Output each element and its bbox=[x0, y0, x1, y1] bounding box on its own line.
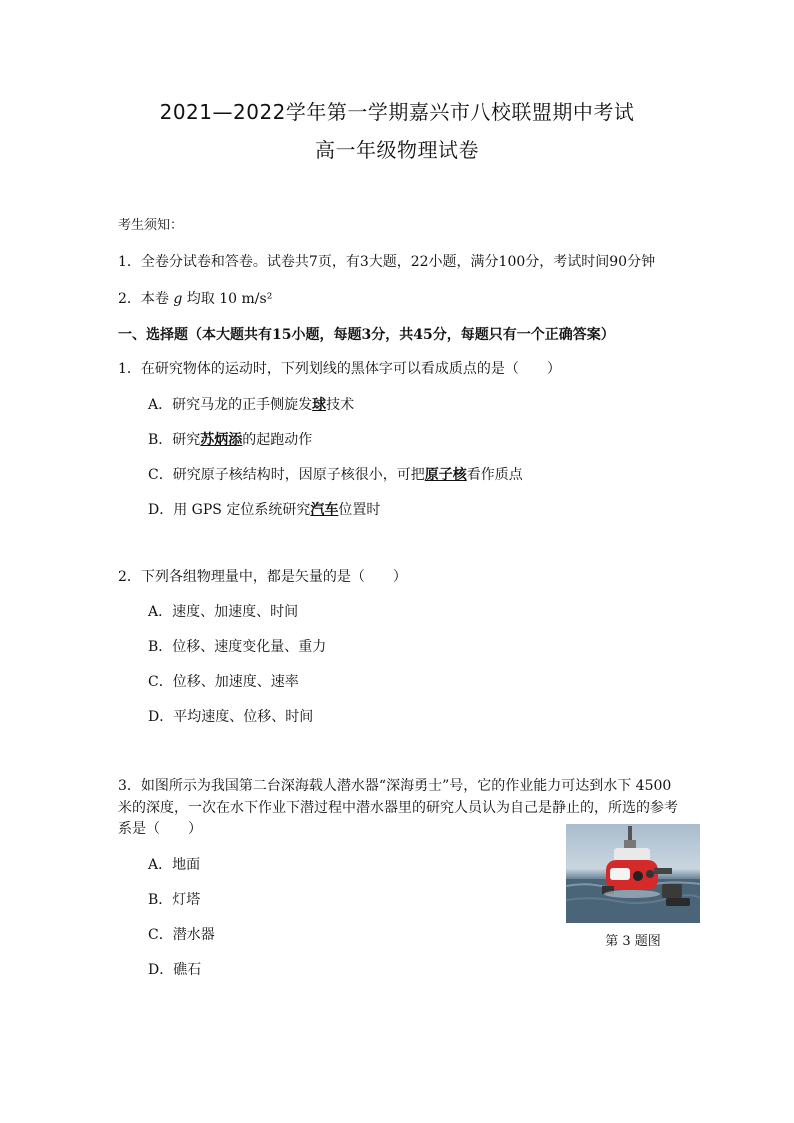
q1-a-key: 球 bbox=[312, 397, 327, 413]
q2-option-d: D．平均速度、位移、时间 bbox=[148, 709, 314, 725]
submersible-photo bbox=[566, 824, 700, 923]
exam-title: 2021—2022学年第一学期嘉兴市八校联盟期中考试 bbox=[159, 100, 635, 124]
notice-item-2-suffix: 均取 10 m/s² bbox=[186, 291, 273, 307]
q3-stem-line-2: 米的深度，一次在水下作业下潜过程中潜水器里的研究人员认为自己是静止的，所选的参考 bbox=[118, 800, 678, 816]
q1-d-post: 位置时 bbox=[338, 502, 381, 518]
q2-stem: 2．下列各组物理量中，都是矢量的是（ ） bbox=[118, 569, 407, 585]
q1-option-b bbox=[148, 429, 312, 449]
q1-d-pre: D．用 GPS 定位系统研究 bbox=[148, 502, 311, 518]
q1-c-pre: C．研究原子核结构时，因原子核很小，可把 bbox=[148, 467, 425, 483]
notice-item-2 bbox=[118, 288, 272, 308]
q1-a-pre: A．研究马龙的正手侧旋发 bbox=[148, 397, 313, 413]
q3-option-b: B．灯塔 bbox=[148, 892, 201, 908]
q1-stem: 1．在研究物体的运动时，下列划线的黑体字可以看成质点的是（ ） bbox=[118, 361, 561, 377]
notice-item-1: 1．全卷分试卷和答卷。试卷共7页，有3大题，22小题，满分100分，考试时间90分钟 bbox=[118, 254, 656, 270]
submersible-illustration bbox=[566, 824, 700, 923]
q1-option-a bbox=[148, 394, 354, 414]
q3-stem-line-1: 3．如图所示为我国第二台深海载人潜水器“深海勇士”号，它的作业能力可达到水下 4500 bbox=[118, 778, 672, 794]
notice-item-2-g: g bbox=[173, 291, 183, 307]
q1-a-post: 技术 bbox=[326, 397, 355, 413]
q1-c-post: 看作质点 bbox=[466, 467, 523, 483]
q2-option-c: C．位移、加速度、速率 bbox=[148, 674, 299, 690]
notice-heading: 考生须知： bbox=[118, 218, 184, 233]
q3-option-c: C．潜水器 bbox=[148, 927, 215, 943]
q3-stem-line-3: 系是（ ） bbox=[118, 821, 202, 837]
q3-option-a: A．地面 bbox=[148, 857, 201, 873]
q1-b-post: 的起跑动作 bbox=[242, 432, 313, 448]
q1-option-d bbox=[148, 499, 380, 519]
exam-subtitle: 高一年级物理试卷 bbox=[315, 138, 479, 162]
q1-d-key: 汽车 bbox=[310, 502, 339, 518]
figure-caption: 第 3 题图 bbox=[605, 934, 661, 949]
q1-c-key: 原子核 bbox=[424, 467, 467, 483]
q1-b-key: 苏炳添 bbox=[200, 432, 243, 448]
q2-option-a: A．速度、加速度、时间 bbox=[148, 604, 299, 620]
q3-option-d: D．礁石 bbox=[148, 962, 202, 978]
q2-option-b: B．位移、速度变化量、重力 bbox=[148, 639, 327, 655]
notice-item-2-prefix: 2．本卷 bbox=[118, 291, 169, 307]
q1-b-pre: B．研究 bbox=[148, 432, 201, 448]
section-1-heading: 一、选择题（本大题共有15小题，每题3分，共45分，每题只有一个正确答案） bbox=[118, 327, 615, 343]
q1-option-c bbox=[148, 464, 523, 484]
